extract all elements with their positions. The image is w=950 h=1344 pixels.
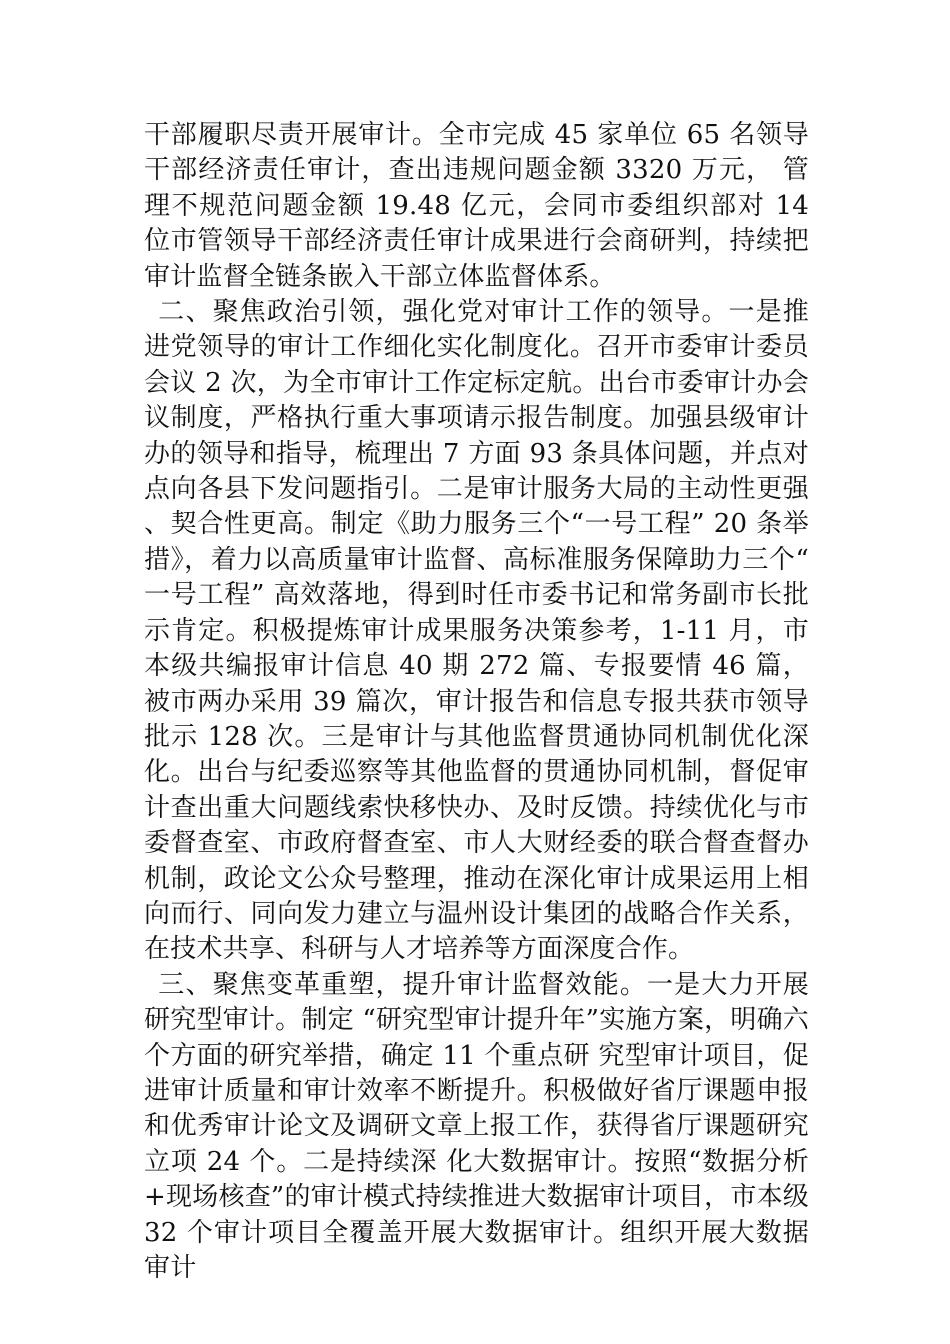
document-body — [144, 118, 809, 1286]
paragraph-political-leadership: 二、聚焦政治引领，强化党对审计工作的领导。一是推进党领导的审计工作细化实化制度化。召开市委审计委员会议 2 次，为全市审计工作定标定航。出台市委审计办会议制度，严格执行重大事项请示报告制度。加强县级审计办的领导和指导，梳理出 7 方面 93 条具体问题，并点对点向各县下发问题指引。二是审计服务大局的主动性更强、契合性更高。制定《助力服务三个“一号工程” 20 条举措》，着力以高质量审计监督、高标准服务保障助力三个“一号工程” 高效落地，得到时任市委书记和常务副市长批示肯定。积极提炼审计成果服务决策参考，1-11 月，市本级共编报审计信息 40 期 272 篇、专报要情 46 篇，被市两办采用 39 篇次，审计报告和信息专报共获市领导批示 128 次。三是审计与其他监督贯通协同机制优化深化。出台与纪委巡察等其他监督的贯通协同机制，督促审计查出重大问题线索快移快办、及时反馈。持续优化与市委督查室、市政府督查室、市人大财经委的联合督查督办机制，政论文公众号整理，推动在深化审计成果运用上相向而行、同向发力建立与温州设计集团的战略合作关系， 在技术共享、科研与人才培养等方面深度合作。 — [144, 297, 809, 965]
paragraph-audit-summary: 干部履职尽责开展审计。全市完成 45 家单位 65 名领导干部经济责任审计，查出违规问题金额 3320 万元， 管理不规范问题金额 19.48 亿元，会同市委组织部对 14 位市管领导干部经济责任审计成果进行会商研判，持续把审计监督全链条嵌入干部立体监督体系。 — [144, 120, 809, 292]
paragraph-reform-efficiency: 三、聚焦变革重塑，提升审计监督效能。一是大力开展研究型审计。制定 “研究型审计提升年”实施方案，明确六个方面的研究举措，确定 11 个重点研 究型审计项目，促进审计质量和审计效率不断提升。积极做好省厅课题申报和优秀审计论文及调研文章上报工作，获得省厅课题研究立项 24 个。二是持续深 化大数据审计。按照“数据分析+现场核查”的审计模式持续推进大数据审计项目，市本级 32 个审计项目全覆盖开展大数据审计。组织开展大数据审计 — [144, 969, 809, 1283]
